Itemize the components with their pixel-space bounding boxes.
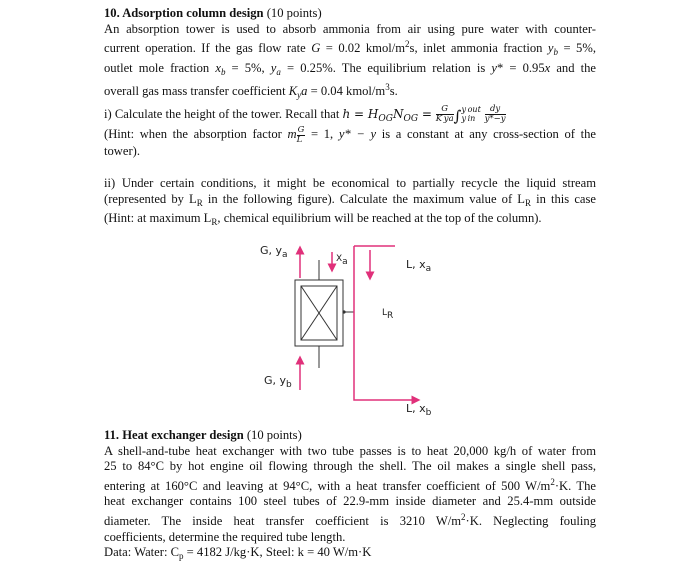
integral-limits: y out y in — [461, 105, 481, 124]
q11-heading: 11. Heat exchanger design — [104, 428, 244, 442]
q11-line-4: heat exchanger contains 100 steel tubes of 22.9-mm inside diameter and 25.4-mm outside — [104, 494, 596, 509]
q11-title-line — [104, 428, 596, 444]
q10-line-3: outlet mole fraction $x_b = 5\%$, $y_a = 0.25\%$. The equilibrium relation is y* = 0.95x and the — [104, 60, 596, 77]
q11-line-1: A shell-and-tube heat exchanger with two tube passes is to heat 20,000 kg/h of water from — [104, 443, 596, 458]
label-gas-top: G, $y_a$ — [260, 244, 288, 260]
label-recycle: LR — [382, 308, 394, 321]
q11-line-7: Data: Water: $C_p = 4182$ J/kg·K, Steel: k = 40 W/m·K — [104, 545, 372, 562]
formula-fraction-dy: $\frac{dy}{y*-y}$ — [484, 103, 506, 124]
q11-line-5: diameter. The inside heat transfer coefficient is 3210 $W/m^2\cdot K$. Neglecting fouling — [104, 511, 596, 528]
q10-points: (10 points) — [266, 6, 322, 20]
q11-line-6: coefficients, determine the required tube length. — [104, 529, 346, 544]
question-10-part-ii — [104, 176, 596, 231]
q10-hint-line-2: tower). — [104, 143, 141, 158]
q11-line-3: entering at 160°C and leaving at 94°C, with a heat transfer coefficient of 500 $W/m^2\cdot K$. The — [104, 476, 596, 493]
q10-heading: 10. Adsorption column design — [104, 6, 264, 20]
q10-ii-line-3: (Hint: at maximum $L_R$, chemical equilibrium will be reached at the top of the column). — [104, 211, 542, 228]
q10-part-i: i) Calculate the height of the tower. Recall that $h = H_{OG}N_{OG}$ = $\frac{G}{\text{K ya}}$ ∫ y out y in $\frac{dy}{y*-y}$ — [104, 103, 506, 125]
integral-sign: ∫ — [453, 106, 462, 125]
q10-ii-line-2: (represented by $L_R$ in the following figure). Calculate the maximum value of $L_R$ in this case — [104, 191, 596, 208]
label-liquid-top: L, $x_a$ — [406, 258, 432, 274]
label-liquid-bottom: L, $x_b$ — [406, 402, 432, 418]
q10-ii-line-1: ii) Under certain conditions, it might be economical to partially recycle the liquid stream — [104, 176, 596, 190]
q10-hint-line-1: (Hint: when the absorption factor m $\frac{G}{L}$ = 1, y* − y is a constant at any cross-section of the — [104, 124, 596, 145]
q10-line-2: current operation. If the gas flow rate G = 0.02 kmol/$m^2s$, inlet ammonia fraction $y_b = 5\%$, — [104, 39, 596, 58]
q10-line-4: overall gas mass transfer coefficient $K_ya = 0.04$ kmol/$m^3s$. — [104, 82, 398, 101]
question-10 — [104, 6, 596, 160]
q10-line-1: An absorption tower is used to absorb ammonia from air using pure water with counter- — [104, 21, 596, 36]
formula-fraction-g-kya: $\frac{G}{\text{K ya}}$ — [435, 103, 454, 124]
q11-points: (10 points) — [246, 428, 302, 442]
recycle-line — [354, 246, 405, 400]
question-11 — [104, 428, 596, 565]
hint-fraction-g-l: $\frac{G}{L}$ — [296, 124, 305, 145]
formula-height: $h = H_{OG}N_{OG}$ = $\frac{G}{\text{K ya}}$ ∫ y out y in $\frac{dy}{y*-y}$ — [342, 103, 506, 125]
label-xa: Xa — [336, 254, 348, 267]
recycle-node — [342, 310, 345, 313]
q11-line-2: 25 to 84°C by hot engine oil flowing through the shell. The oil makes a single shell pass, — [104, 459, 596, 474]
absorption-column-diagram — [250, 240, 450, 420]
label-gas-bottom: G, $y_b$ — [264, 374, 292, 390]
q10-title-line — [104, 6, 596, 22]
